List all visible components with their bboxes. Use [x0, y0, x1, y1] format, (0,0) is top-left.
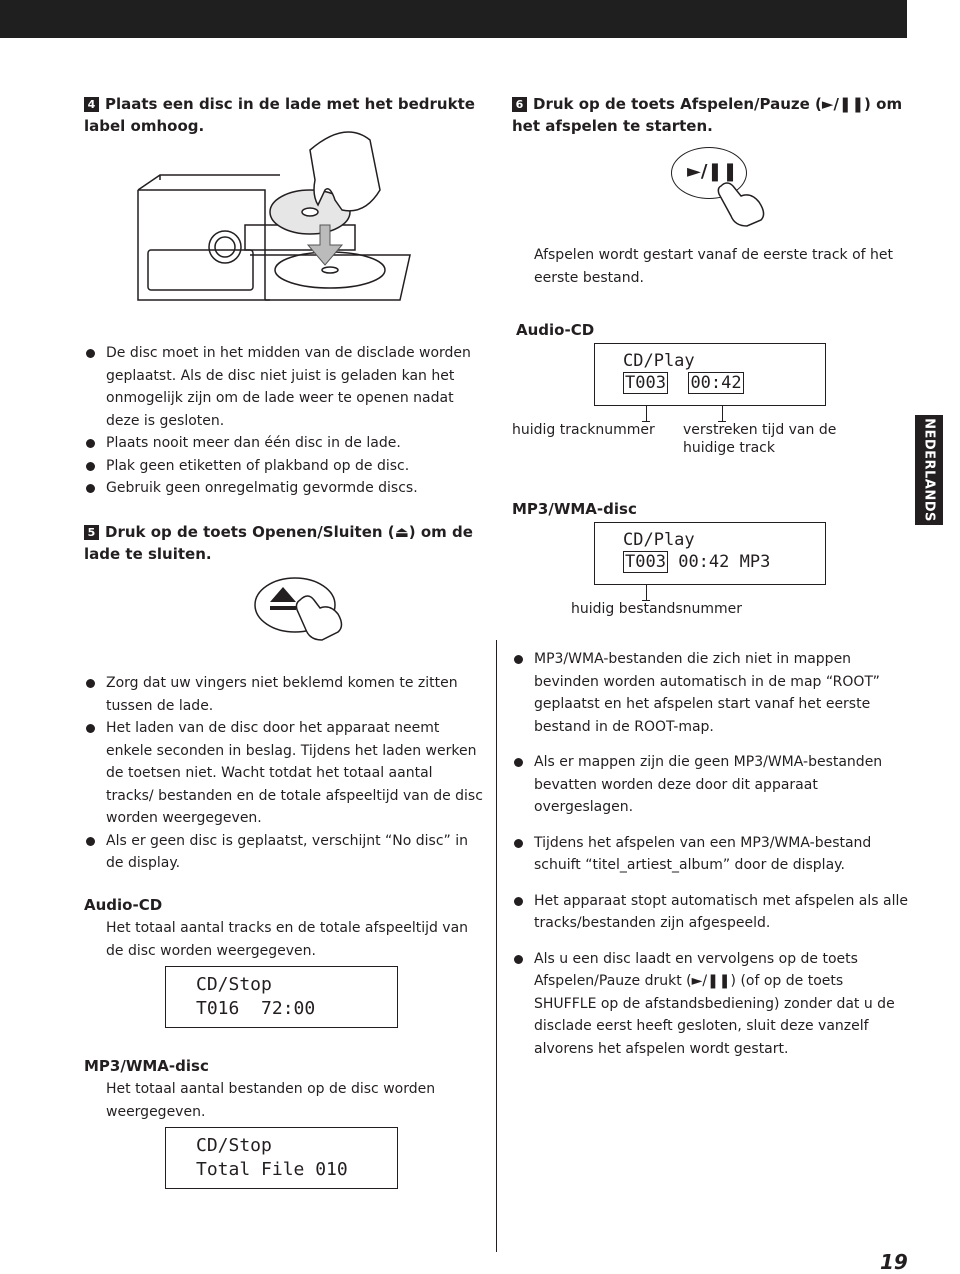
step-4-text: Plaats een disc in de lade met het bedrukte label omhoog.: [84, 95, 475, 135]
step-5-heading: [84, 521, 484, 565]
page-number: 19: [880, 1250, 908, 1274]
step-6-heading: [512, 93, 910, 137]
lcd-line-2: T016 72:00: [196, 998, 316, 1019]
step-6-description: Afspelen wordt gestart vanaf de eerste track of het eerste bestand.: [534, 247, 894, 286]
right-mp3-heading: MP3/WMA-disc: [512, 500, 637, 518]
step-number-6: 6: [512, 97, 527, 112]
step-6-text: Druk op de toets Afspelen/Pauze (►/❚❚) om het afspelen te starten.: [512, 95, 903, 135]
lcd-line-1: CD/Play: [623, 351, 695, 371]
callout-line: [646, 406, 647, 422]
lcd-display-play-mp3: [594, 522, 826, 585]
left-audio-heading: Audio-CD: [84, 896, 163, 914]
language-side-tab: [915, 415, 943, 525]
header-bar: [0, 0, 907, 38]
step-5-bullets: [84, 672, 484, 875]
right-bullets: [512, 648, 910, 1073]
lcd-display-stop: [165, 966, 398, 1028]
list-item: Zorg dat uw vingers niet beklemd komen te zitten tussen de lade.: [84, 672, 484, 717]
label-track-number: huidig tracknummer: [512, 422, 655, 438]
column-divider: [496, 640, 497, 1252]
lcd-line-2: Total File 010: [196, 1159, 348, 1180]
left-mp3-heading: MP3/WMA-disc: [84, 1057, 209, 1075]
lcd-display-play: [594, 343, 826, 406]
lcd-line-1: CD/Play: [623, 530, 695, 550]
hand-icon: [715, 180, 775, 228]
label-elapsed-time: verstreken tijd van de huidige track: [683, 422, 837, 456]
list-item: Als er mappen zijn die geen MP3/WMA-bestanden bevatten worden deze door dit apparaat overgeslagen.: [512, 751, 910, 819]
list-item: De disc moet in het midden van de disclade worden geplaatst. Als de disc niet juist is geladen kan het onmogelijk zijn om de lade weer te openen nadat deze is gesloten.: [84, 342, 484, 432]
eject-icon: [270, 587, 296, 602]
step-number-4: 4: [84, 97, 99, 112]
list-item: Het laden van de disc door het apparaat neemt enkele seconden in beslag. Tijdens het laden werken de toetsen niet. Wacht totdat het totaal aantal tracks/ bestanden en de totale afspeeltijd van de disc worden weergegeven.: [84, 717, 484, 830]
list-item: Plak geen etiketten of plakband op de disc.: [84, 455, 484, 478]
label-file-number: huidig bestandsnummer: [571, 601, 743, 617]
lcd-line-1: CD/Stop: [196, 974, 272, 995]
lcd-line-2-rest: 00:42 MP3: [678, 552, 771, 572]
left-audio-text: Het totaal aantal tracks en de totale afspeeltijd van de disc worden weergegeven.: [106, 920, 469, 959]
list-item: Gebruik geen onregelmatig gevormde discs.: [84, 477, 484, 500]
lcd-line-1: CD/Stop: [196, 1135, 272, 1156]
list-item: Het apparaat stopt automatisch met afspelen als alle tracks/bestanden zijn afgespeeld.: [512, 890, 910, 935]
list-item: Als u een disc laadt en vervolgens op de toets Afspelen/Pauze drukt (►/❚❚) (of op de toets SHUFFLE op de afstandsbediening) zonder dat u de disclade eerst heeft gesloten, sluit deze vanzelf alvorens het afspelen wordt gestart.: [512, 948, 910, 1061]
callout-line: [646, 585, 647, 601]
list-item: Als er geen disc is geplaatst, verschijnt “No disc” in de display.: [84, 830, 484, 875]
left-mp3-text: Het totaal aantal bestanden op de disc worden weergegeven.: [106, 1081, 436, 1120]
play-pause-icon: ►/❚❚: [687, 161, 738, 182]
side-tab-label: NEDERLANDS: [921, 418, 937, 522]
lcd-file-field: T003: [625, 552, 666, 572]
list-item: MP3/WMA-bestanden die zich niet in mappen bevinden worden automatisch in de map “ROOT” geplaatst en het afspelen start vanaf het eerste bestand in de ROOT-map.: [512, 648, 910, 738]
lcd-time-field: 00:42: [690, 373, 742, 393]
step-5-text: Druk op de toets Openen/Sluiten (⏏) om de lade te sluiten.: [84, 523, 473, 563]
eject-button-illustration: [250, 570, 360, 642]
list-item: Tijdens het afspelen van een MP3/WMA-bestand schuift “titel_artiest_album” door de display.: [512, 832, 910, 877]
callout-line: [722, 406, 723, 422]
right-audio-heading: Audio-CD: [516, 321, 595, 339]
list-item: Plaats nooit meer dan één disc in de lade.: [84, 432, 484, 455]
step-4-bullets: [84, 342, 484, 500]
lcd-track-field: T003: [625, 373, 666, 393]
step-number-5: 5: [84, 525, 99, 540]
disc-insert-illustration: [130, 130, 430, 310]
lcd-display-total-file: [165, 1127, 398, 1189]
